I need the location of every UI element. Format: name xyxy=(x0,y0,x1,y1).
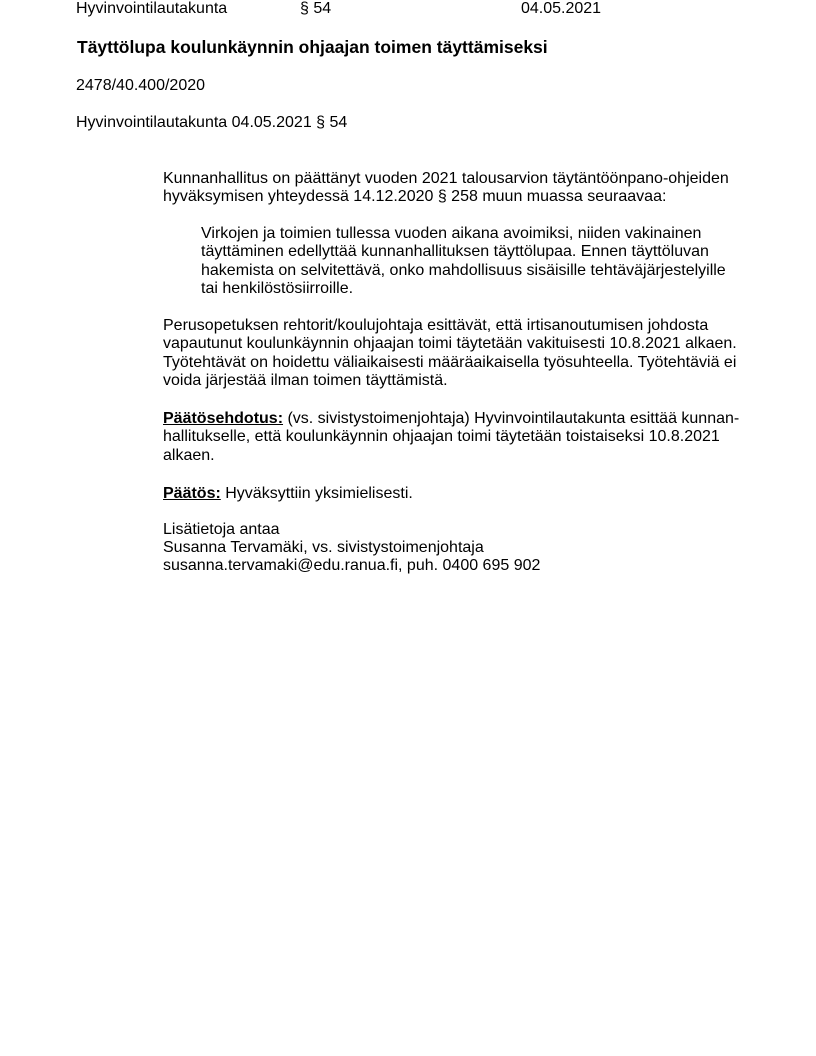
header-date: 04.05.2021 xyxy=(521,0,602,17)
text-line: voida järjestää ilman toimen täyttämistä. xyxy=(163,372,448,389)
meeting-reference: Hyvinvointilautakunta 04.05.2021 § 54 xyxy=(76,114,348,131)
document-title: Täyttölupa koulunkäynnin ohjaajan toimen täyttämiseksi xyxy=(77,37,548,57)
decision-label: Päätös: xyxy=(163,485,221,502)
proposal-label: Päätösehdotus: xyxy=(163,410,284,427)
text-line: alkaen. xyxy=(163,447,215,464)
text-line: Virkojen ja toimien tullessa vuoden aikana avoimiksi, niiden vakinainen xyxy=(201,225,702,242)
text-line: hallitukselle, että koulunkäynnin ohjaajan toimi täytetään toistaiseksi 10.8.2021 xyxy=(163,428,720,445)
decision-paragraph xyxy=(163,485,413,503)
text-line: hyväksymisen yhteydessä 14.12.2020 § 258 muun muassa seuraavaa: xyxy=(163,188,667,205)
text-line: (vs. sivistystoimenjohtaja) Hyvinvointilautakunta esittää kunnan- xyxy=(283,410,740,427)
text-line: täyttäminen edellyttää kunnanhallituksen täyttölupaa. Ennen täyttöluvan xyxy=(201,243,709,260)
text-line: Kunnanhallitus on päättänyt vuoden 2021 talousarvion täytäntöönpano-ohjeiden xyxy=(163,170,729,187)
record-number: 2478/40.400/2020 xyxy=(76,77,206,94)
text-line: Perusopetuksen rehtorit/koulujohtaja esittävät, että irtisanoutumisen johdosta xyxy=(163,317,709,334)
text-line: vapautunut koulunkäynnin ohjaajan toimi täytetään vakituisesti 10.8.2021 alkaen. xyxy=(163,335,737,352)
contact-email-phone: susanna.tervamaki@edu.ranua.fi, puh. 0400 695 902 xyxy=(163,557,541,574)
header-section: § 54 xyxy=(300,0,332,17)
contact-name: Susanna Tervamäki, vs. sivistystoimenjohtaja xyxy=(163,539,484,556)
text-line: hakemista on selvitettävä, onko mahdollisuus sisäisille tehtäväjärjestelyille xyxy=(201,262,726,279)
text-line: Työtehtävät on hoidettu väliaikaisesti määräaikaisella työsuhteella. Työtehtäviä ei xyxy=(163,354,737,371)
contact-heading: Lisätietoja antaa xyxy=(163,521,280,538)
decision-text: Hyväksyttiin yksimielisesti. xyxy=(220,485,413,502)
text-line: tai henkilöstösiirroille. xyxy=(201,280,354,297)
header-body: Hyvinvointilautakunta xyxy=(76,0,228,17)
